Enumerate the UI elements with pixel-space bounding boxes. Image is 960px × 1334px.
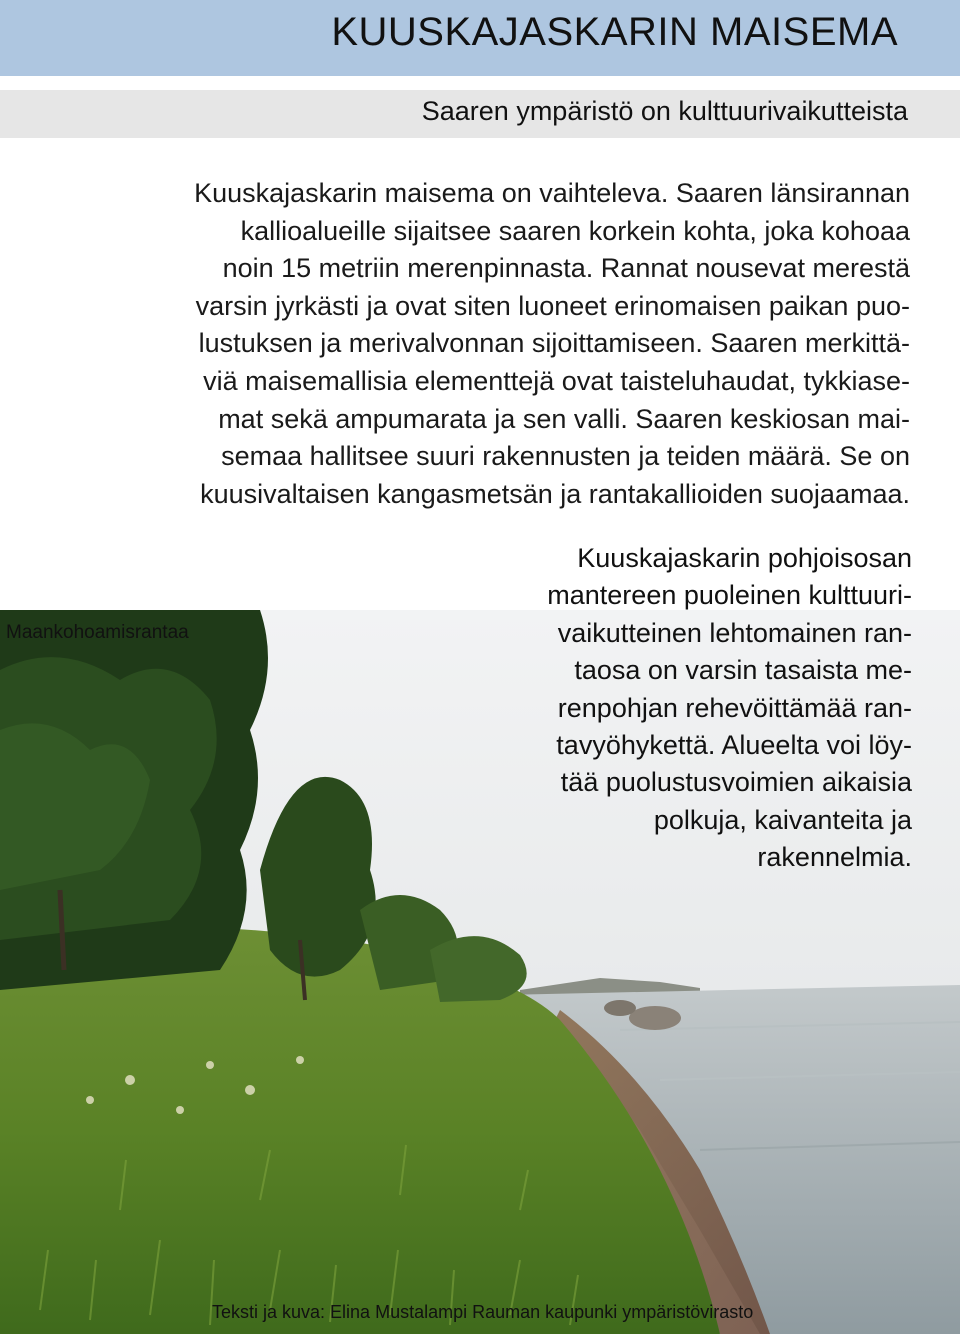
photo-caption: Maankohoamisrantaa	[6, 622, 189, 643]
intro-line: lustuksen ja merivalvonnan sijoittamiseen. Saaren merkittä-	[198, 328, 910, 359]
intro-line: varsin jyrkästi ja ovat siten luoneet erinomaisen paikan puo-	[195, 290, 910, 321]
side-text-line: Kuuskajaskarin pohjoisosan	[577, 543, 912, 573]
page-subtitle: Saaren ympäristö on kulttuurivaikutteista	[421, 96, 908, 126]
intro-line: kuusivaltaisen kangasmetsän ja rantakallioiden suojaamaa.	[200, 478, 910, 509]
side-text-line: rakennelmia.	[757, 842, 912, 873]
title-band	[0, 0, 960, 76]
intro-line: mat sekä ampumarata ja sen valli. Saaren keskiosan mai-	[218, 403, 910, 434]
shore-description	[452, 540, 912, 877]
page-title: KUUSKAJASKARIN MAISEMA	[331, 10, 898, 54]
intro-line: viä maisemallisia elementtejä ovat taisteluhaudat, tykkiase-	[203, 365, 910, 396]
intro-line: Kuuskajaskarin maisema on vaihteleva. Saaren länsirannan	[194, 178, 910, 208]
side-text-line: renpohjan rehevöittämää ran-	[557, 692, 912, 723]
side-text-line: vaikutteinen lehtomainen ran-	[557, 617, 912, 648]
side-text-line: tää puolustusvoimien aikaisia	[560, 767, 912, 798]
subtitle-band	[0, 90, 960, 138]
photo-credit: Teksti ja kuva: Elina Mustalampi Rauman kaupunki ympäristövirasto	[212, 1302, 754, 1322]
intro-paragraph	[54, 175, 910, 513]
side-text-line: mantereen puoleinen kulttuuri-	[547, 580, 912, 611]
side-text-line: polkuja, kaivanteita ja	[653, 804, 912, 835]
side-text-line: taosa on varsin tasaista me-	[574, 655, 912, 686]
intro-line: kallioalueille sijaitsee saaren korkein kohta, joka kohoaa	[240, 215, 910, 246]
side-text-line: tavyöhykettä. Alueelta voi löy-	[556, 730, 912, 761]
intro-line: noin 15 metriin merenpinnasta. Rannat nousevat merestä	[222, 253, 910, 284]
intro-line: semaa hallitsee suuri rakennusten ja teiden määrä. Se on	[221, 441, 910, 472]
